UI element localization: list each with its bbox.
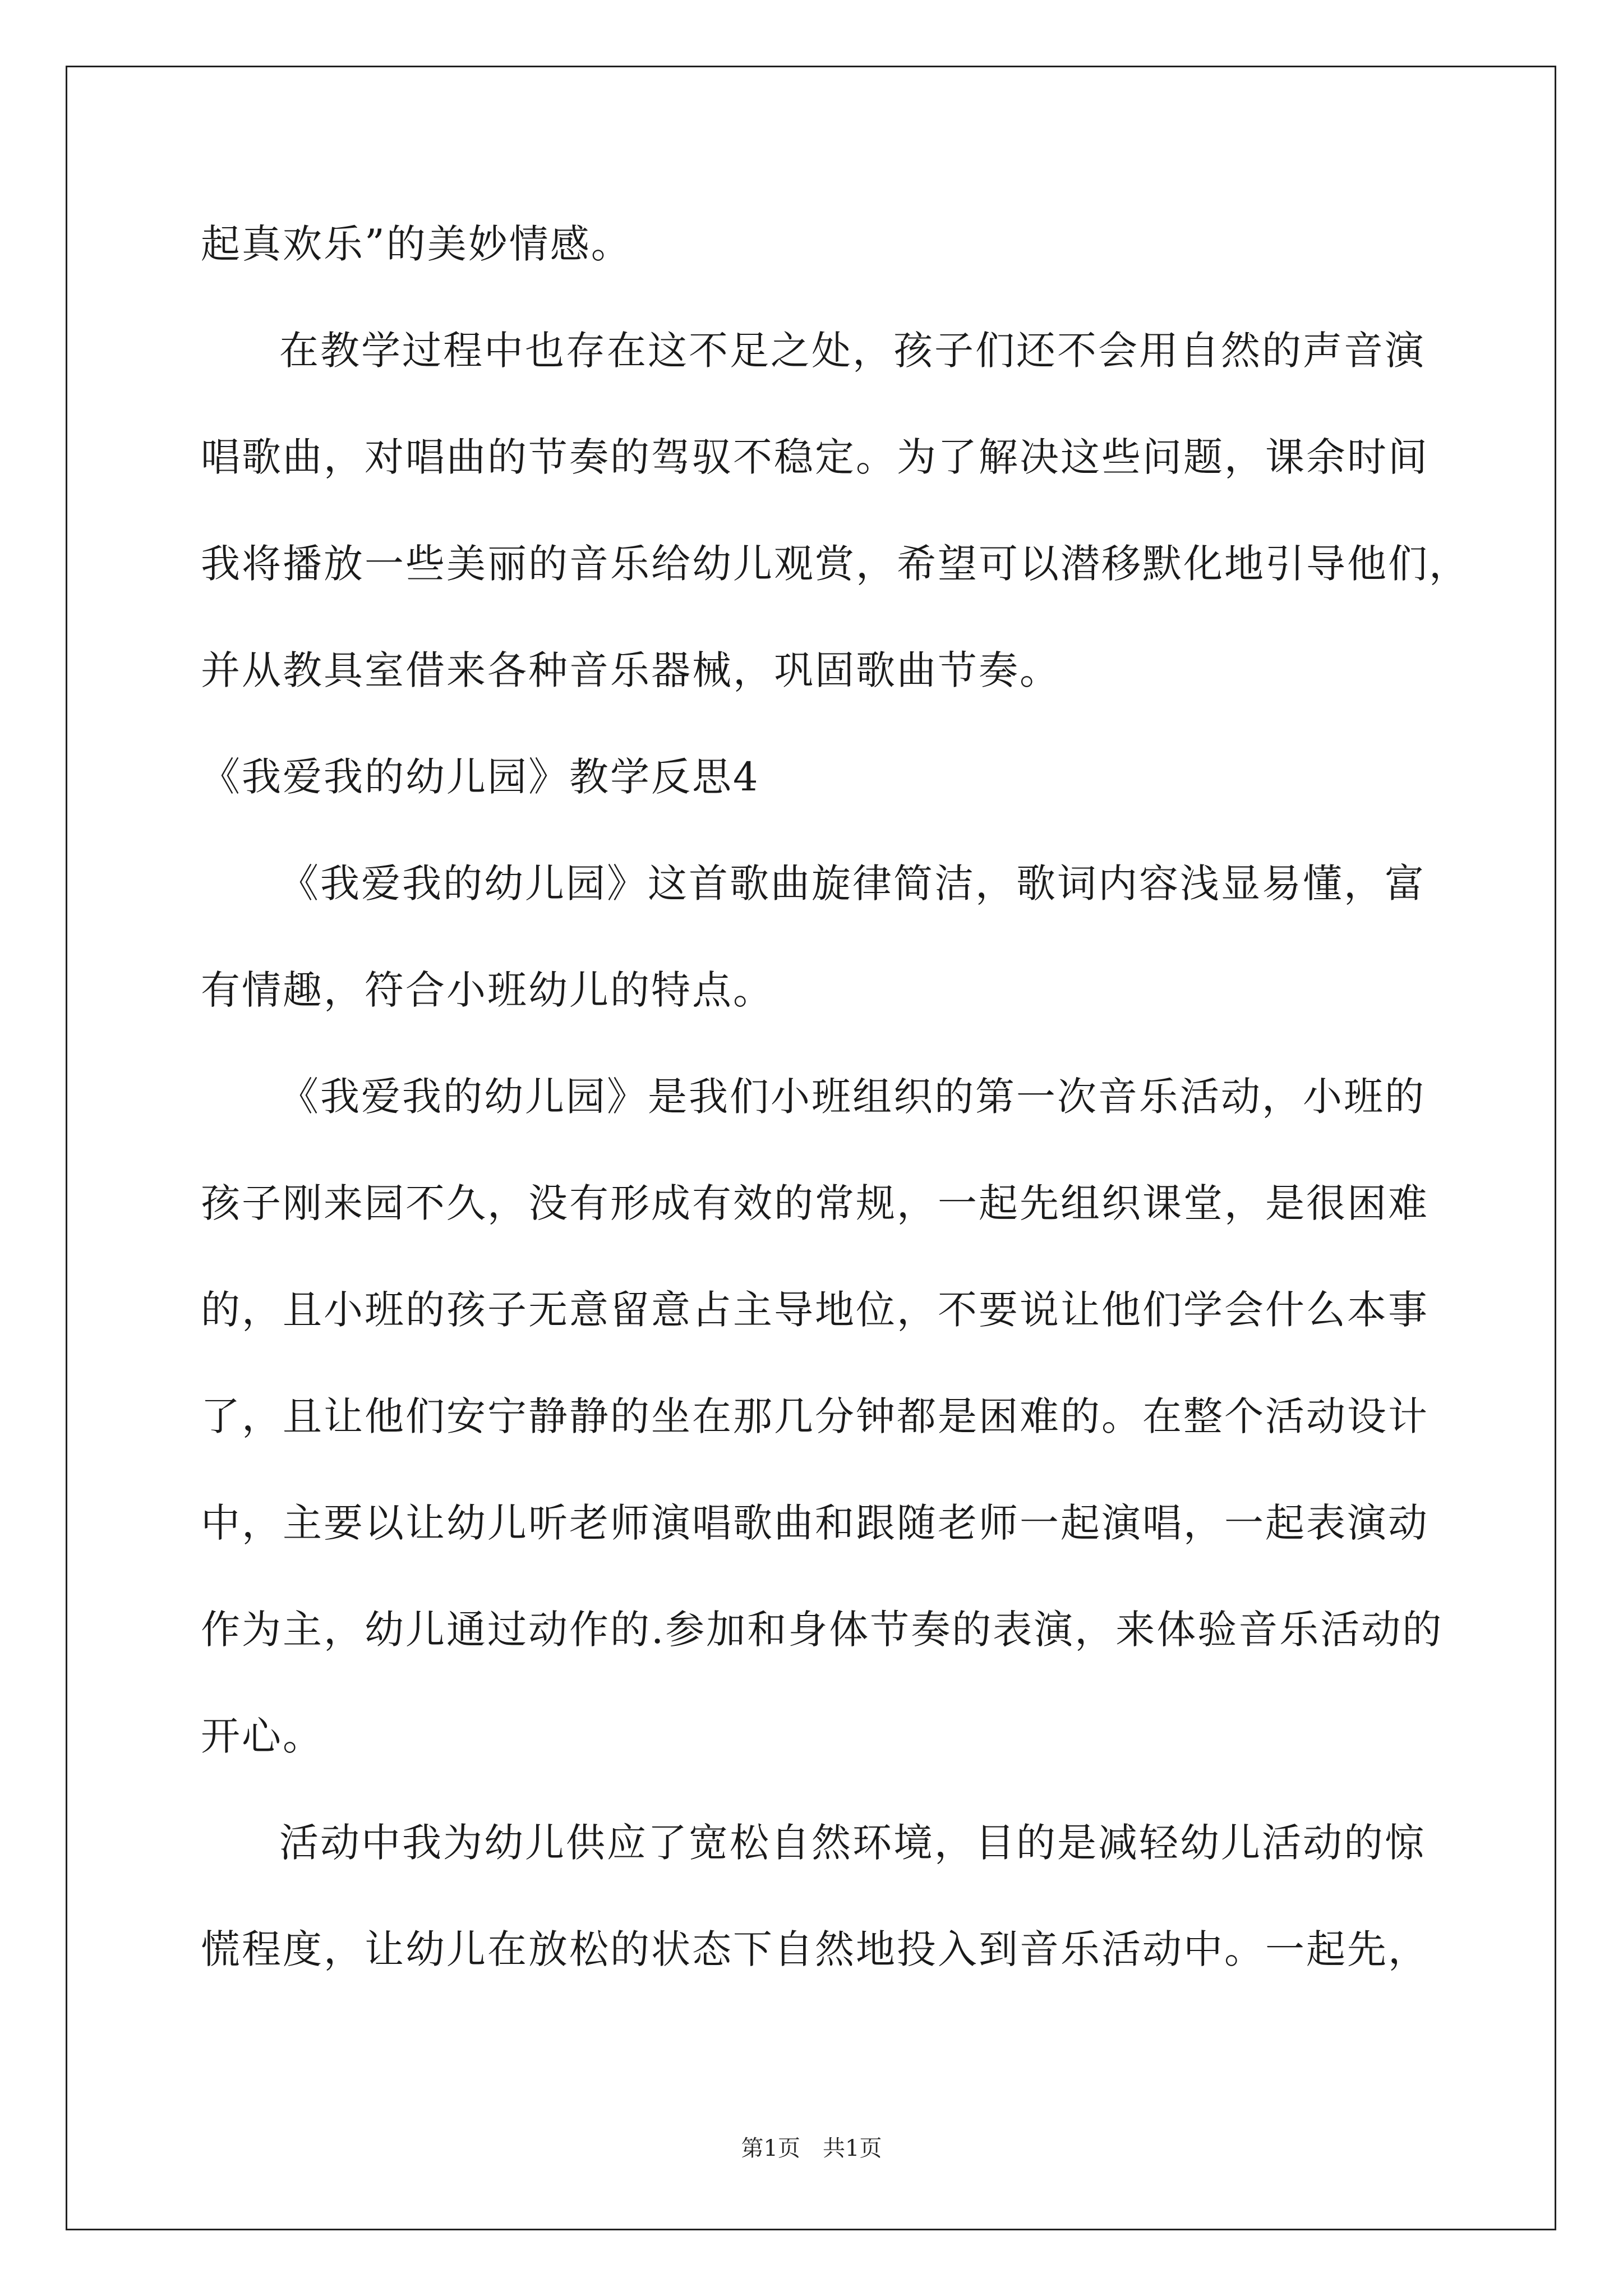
text-line: 作为主，幼儿通过动作的.参加和身体节奏的表演，来体验音乐活动的 <box>201 1607 1444 1653</box>
text-line: 孩子刚来园不久，没有形成有效的常规，一起先组织课堂，是很困难 <box>201 1180 1429 1226</box>
text-line: 的，且小班的孩子无意留意占主导地位，不要说让他们学会什么本事 <box>201 1287 1429 1333</box>
section-heading: 《我爱我的幼儿园》教学反思4 <box>201 754 760 800</box>
paragraph-start-line: 《我爱我的幼儿园》是我们小班组织的第一次音乐活动，小班的 <box>279 1074 1426 1120</box>
paragraph-start-line: 活动中我为幼儿供应了宽松自然环境，目的是减轻幼儿活动的惊 <box>279 1820 1426 1866</box>
text-line: 并从教具室借来各种音乐器械，巩固歌曲节奏。 <box>201 647 1061 693</box>
paragraph-start-line: 在教学过程中也存在这不足之处，孩子们还不会用自然的声音演 <box>279 328 1426 374</box>
text-line: 我将播放一些美丽的音乐给幼儿观赏，希望可以潜移默化地引导他们， <box>201 541 1470 587</box>
paragraph-start-line: 《我爱我的幼儿园》这首歌曲旋律简洁，歌词内容浅显易懂，富 <box>279 861 1426 907</box>
text-line: 唱歌曲，对唱曲的节奏的驾驭不稳定。为了解决这些问题，课余时间 <box>201 434 1429 480</box>
text-line: 了，且让他们安宁静静的坐在那几分钟都是困难的。在整个活动设计 <box>201 1393 1429 1439</box>
text-line: 慌程度，让幼儿在放松的状态下自然地投入到音乐活动中。一起先， <box>201 1926 1429 1972</box>
text-line: 起真欢乐”的美妙情感。 <box>201 221 632 267</box>
text-line: 开心。 <box>201 1713 324 1759</box>
page-border <box>66 66 1556 2230</box>
page-footer: 第1页 共1页 <box>741 2136 882 2161</box>
text-line: 有情趣，符合小班幼儿的特点。 <box>201 967 774 1013</box>
text-line: 中，主要以让幼儿听老师演唱歌曲和跟随老师一起演唱，一起表演动 <box>201 1500 1429 1546</box>
